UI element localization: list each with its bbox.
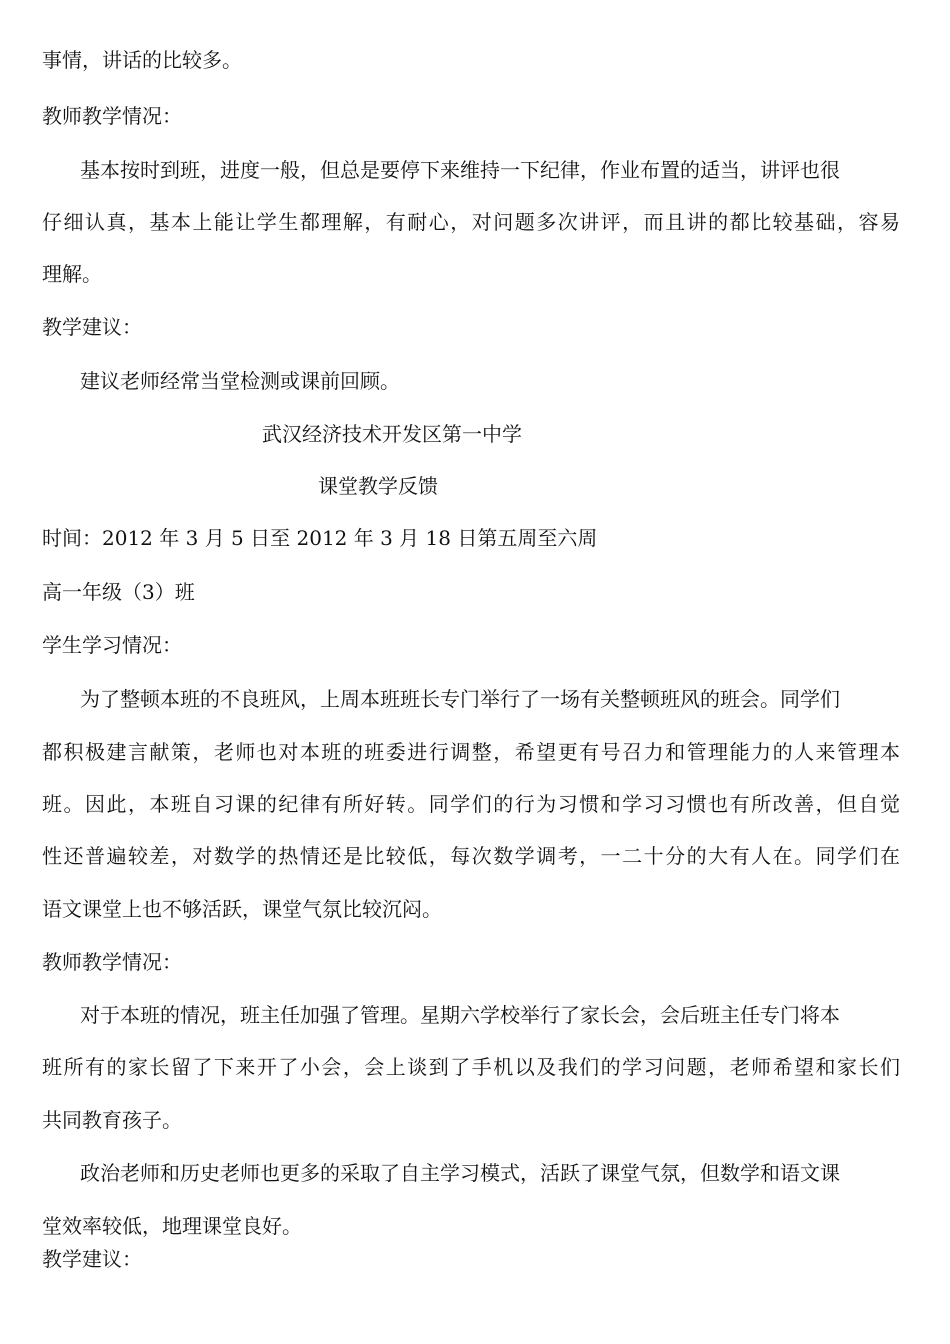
paragraph-line: 语文课堂上也不够活跃，课堂气氛比较沉闷。 <box>42 897 442 921</box>
paragraph-line: 建议老师经常当堂检测或课前回顾。 <box>80 369 400 393</box>
section-heading-teacher: 教师教学情况： <box>42 104 182 128</box>
section-heading-suggestion: 教学建议： <box>42 1247 142 1271</box>
section-heading-teacher: 教师教学情况： <box>42 950 182 974</box>
paragraph-line: 堂效率较低，地理课堂良好。 <box>42 1214 302 1238</box>
text-line: 事情，讲话的比较多。 <box>42 48 242 72</box>
date-line: 时间：2012 年 3 月 5 日至 2012 年 3 月 18 日第五周至六周 <box>42 526 598 550</box>
paragraph-line: 性还普遍较差，对数学的热情还是比较低，每次数学调考，一二十分的大有人在。同学们在 <box>42 844 900 868</box>
school-title: 武汉经济技术开发区第一中学 <box>262 422 522 446</box>
document-title: 课堂教学反馈 <box>318 474 438 498</box>
paragraph-line: 对于本班的情况，班主任加强了管理。星期六学校举行了家长会，会后班主任专门将本 <box>80 1003 840 1027</box>
paragraph-line: 基本按时到班，进度一般，但总是要停下来维持一下纪律，作业布置的适当，讲评也很 <box>80 158 840 182</box>
paragraph-line: 班。因此，本班自习课的纪律有所好转。同学们的行为习惯和学习习惯也有所改善，但自觉 <box>42 792 900 816</box>
paragraph-line: 仔细认真，基本上能让学生都理解，有耐心，对问题多次讲评，而且讲的都比较基础，容易 <box>42 210 900 234</box>
paragraph-line: 理解。 <box>42 262 102 286</box>
paragraph-line: 班所有的家长留了下来开了小会，会上谈到了手机以及我们的学习问题，老师希望和家长们 <box>42 1055 900 1079</box>
section-heading-suggestion: 教学建议： <box>42 315 142 339</box>
section-heading-student: 学生学习情况： <box>42 633 182 657</box>
paragraph-line: 为了整顿本班的不良班风，上周本班班长专门举行了一场有关整顿班风的班会。同学们 <box>80 687 840 711</box>
class-line: 高一年级（3）班 <box>42 580 195 604</box>
paragraph-line: 共同教育孩子。 <box>42 1108 182 1132</box>
paragraph-line: 都积极建言献策，老师也对本班的班委进行调整，希望更有号召力和管理能力的人来管理本 <box>42 740 900 764</box>
paragraph-line: 政治老师和历史老师也更多的采取了自主学习模式，活跃了课堂气氛，但数学和语文课 <box>80 1161 840 1185</box>
